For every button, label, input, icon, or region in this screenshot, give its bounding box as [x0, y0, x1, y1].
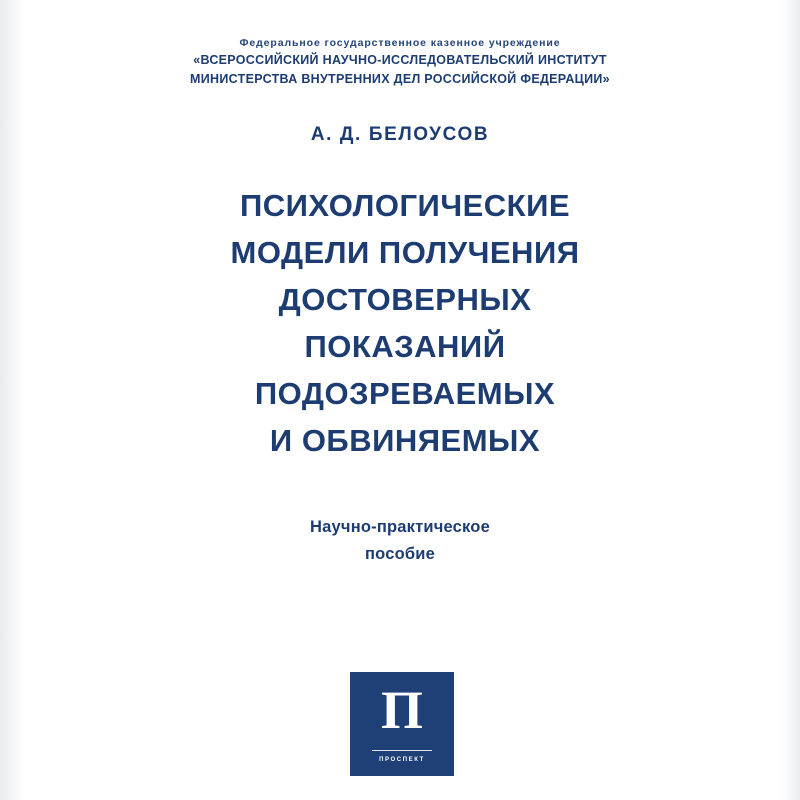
- publisher-logo-name: ПРОСПЕКТ: [379, 757, 425, 763]
- publisher-logo: [350, 672, 454, 776]
- publisher-logo-divider: [372, 750, 432, 751]
- book-title: [80, 182, 730, 464]
- institution-line-3: МИНИСТЕРСТВА ВНУТРЕННИХ ДЕЛ РОССИЙСКОЙ ФЕДЕРАЦИИ»: [190, 72, 610, 86]
- cover-content: [60, 0, 750, 800]
- book-subtitle: [60, 514, 740, 568]
- title-line: ПОКАЗАНИЙ: [304, 329, 506, 364]
- publisher-institution-block: [60, 36, 740, 89]
- author-name: А. Д. БЕЛОУСОВ: [310, 124, 490, 145]
- publisher-logo-glyph: П: [380, 680, 423, 740]
- page-edge-shading-left: [0, 0, 26, 800]
- title-line: ПСИХОЛОГИЧЕСКИЕ: [239, 188, 571, 223]
- institution-line-2: «ВСЕРОССИЙСКИЙ НАУЧНО-ИССЛЕДОВАТЕЛЬСКИЙ ИНСТИТУТ: [193, 53, 607, 67]
- institution-line-1: Федеральное государственное казенное учреждение: [239, 37, 561, 49]
- title-line: И ОБВИНЯЕМЫХ: [269, 423, 541, 458]
- subtitle-line: Научно-практическое: [310, 518, 490, 536]
- subtitle-line: пособие: [365, 545, 435, 563]
- page-edge-shading-right: [780, 0, 800, 800]
- title-line: МОДЕЛИ ПОЛУЧЕНИЯ: [230, 235, 580, 270]
- title-line: ПОДОЗРЕВАЕМЫХ: [254, 376, 556, 411]
- title-line: ДОСТОВЕРНЫХ: [278, 282, 532, 317]
